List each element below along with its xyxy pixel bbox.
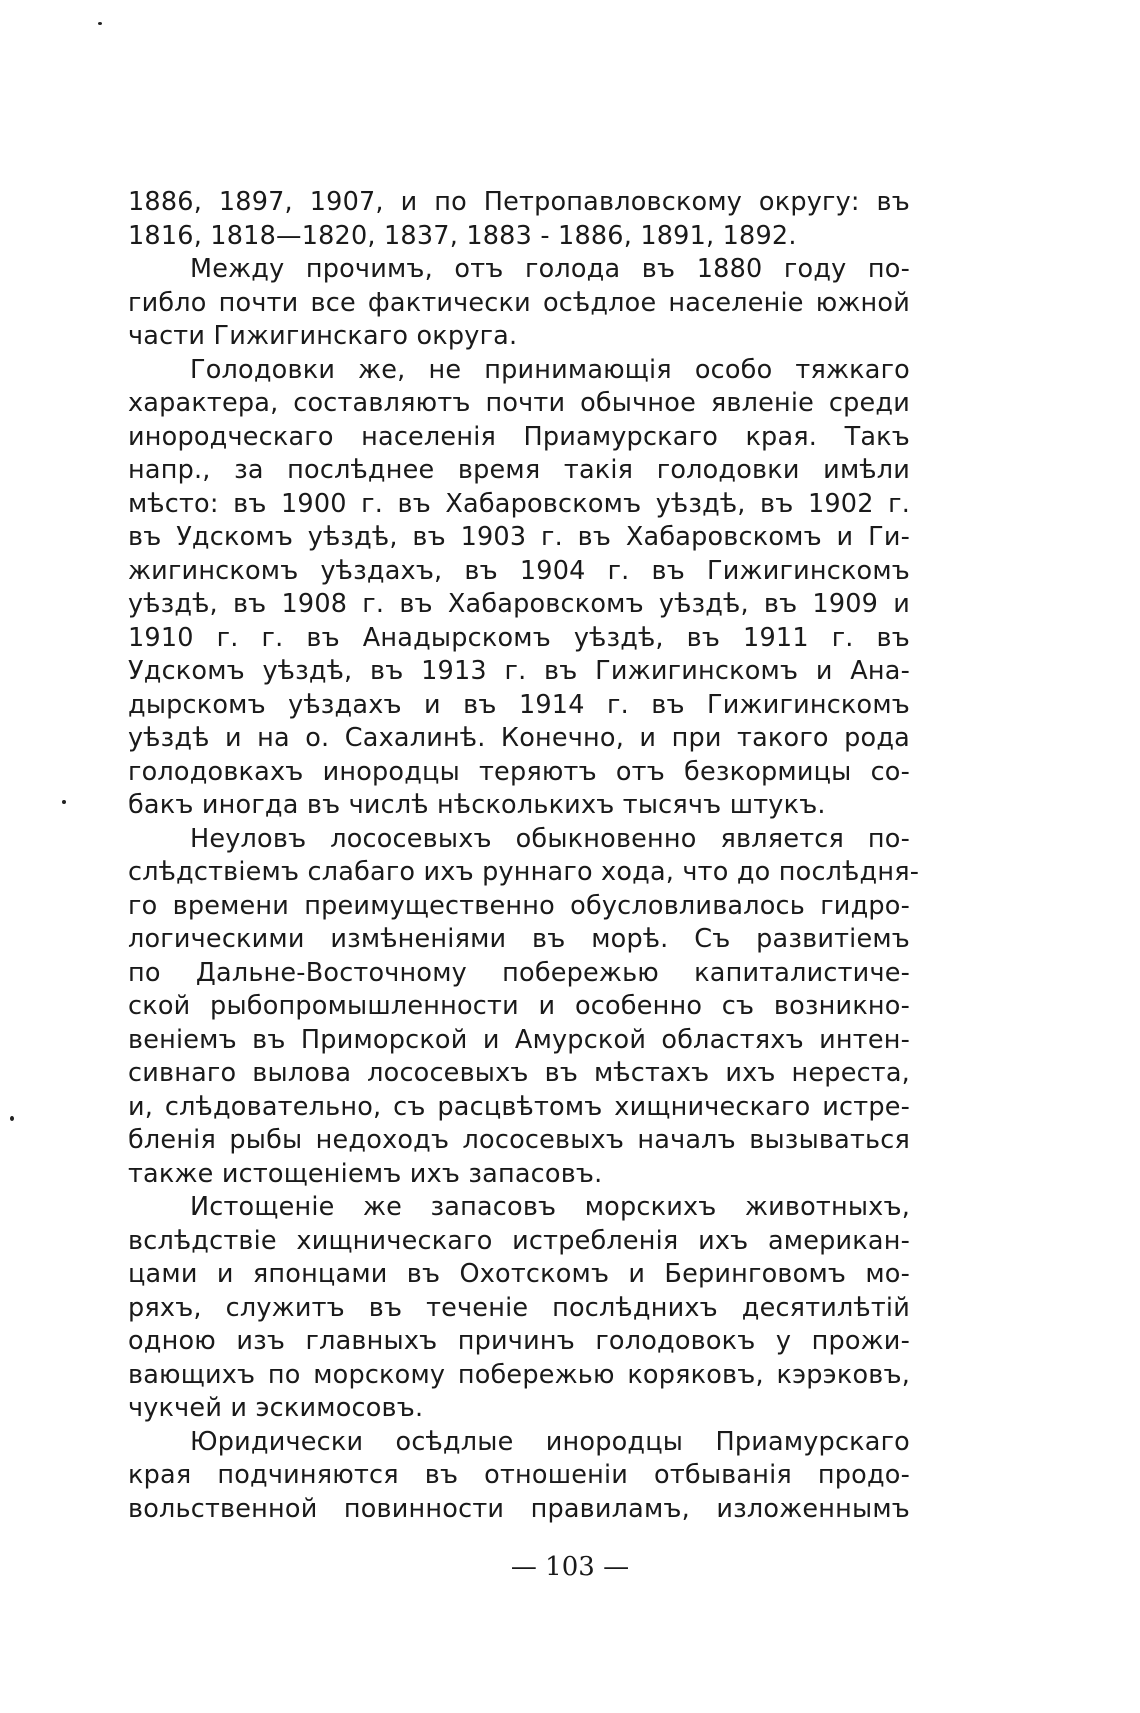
text-line: бленія рыбы недоходъ лососевыхъ началъ вызываться <box>128 1125 910 1155</box>
text-line: ской рыбопромышленности и особенно съ возникно- <box>128 991 910 1021</box>
text-line: веніемъ въ Приморской и Амурской областяхъ интен- <box>128 1024 910 1055</box>
text-line: уѣздѣ, въ 1908 г. въ Хабаровскомъ уѣздѣ, въ 1909 и <box>128 589 910 619</box>
page-number: — 103 — <box>510 1552 630 1582</box>
text-line: уѣздѣ и на о. Сахалинѣ. Конечно, и при такого рода <box>128 723 910 753</box>
text-line: жигинскомъ уѣздахъ, въ 1904 г. въ Гижигинскомъ <box>128 555 910 586</box>
text-line: ряхъ, служитъ въ теченіе послѣднихъ десятилѣтій <box>128 1292 910 1323</box>
scan-speck <box>98 22 102 25</box>
text-line: 1886, 1897, 1907, и по Петропавловскому округу: въ <box>128 187 910 217</box>
text-line: 1816, 1818—1820, 1837, 1883 - 1886, 1891, 1892. <box>128 220 797 251</box>
text-line: слѣдствіемъ слабаго ихъ руннаго хода, что до послѣдня- <box>128 857 920 887</box>
text-line: въ Удскомъ уѣздѣ, въ 1903 г. въ Хабаровскомъ и Ги- <box>128 522 910 552</box>
text-line: бакъ иногда въ числѣ нѣсколькихъ тысячъ штукъ. <box>128 790 826 820</box>
text-line: части Гижигинскаго округа. <box>128 321 518 351</box>
text-line: мѣсто: въ 1900 г. въ Хабаровскомъ уѣздѣ, въ 1902 г. <box>128 488 910 519</box>
text-line: края подчиняются въ отношеніи отбыванія продо- <box>128 1460 910 1490</box>
text-line: напр., за послѣднее время такія голодовки имѣли <box>128 455 910 485</box>
body-text <box>128 186 920 1526</box>
scan-speck <box>10 1116 14 1121</box>
text-line: вслѣдствіе хищническаго истребленія ихъ американ- <box>128 1225 910 1256</box>
text-line: голодовкахъ инородцы теряютъ отъ безкормицы со- <box>128 756 910 787</box>
text-line: логическими измѣненіями въ морѣ. Съ развитіемъ <box>128 924 910 954</box>
text-line: характера, составляютъ почти обычное явленіе среди <box>128 388 910 418</box>
text-line: по Дальне-Восточному побережью капиталистиче- <box>128 957 910 988</box>
text-line: сивнаго вылова лососевыхъ въ мѣстахъ ихъ нереста, <box>128 1058 910 1088</box>
text-line: и, слѣдовательно, съ расцвѣтомъ хищническаго истре- <box>128 1091 910 1122</box>
text-line: Удскомъ уѣздѣ, въ 1913 г. въ Гижигинскомъ и Ана- <box>128 656 910 686</box>
text-line: чукчей и эскимосовъ. <box>128 1393 424 1423</box>
text-line: вольственной повинности правиламъ, изложеннымъ <box>128 1493 910 1524</box>
text-line: одною изъ главныхъ причинъ голодовокъ у прожи- <box>128 1326 910 1356</box>
text-line: Голодовки же, не принимающія особо тяжкаго <box>190 354 910 385</box>
text-line: Между прочимъ, отъ голода въ 1880 году по- <box>190 254 910 284</box>
text-line: цами и японцами въ Охотскомъ и Беринговомъ мо- <box>128 1259 910 1289</box>
text-line: Юридически осѣдлые инородцы Приамурскаго <box>190 1426 910 1457</box>
scan-speck <box>62 800 66 804</box>
text-line: дырскомъ уѣздахъ и въ 1914 г. въ Гижигинскомъ <box>128 689 910 720</box>
text-line: Истощеніе же запасовъ морскихъ животныхъ, <box>190 1192 910 1222</box>
text-line: го времени преимущественно обусловливалось гидро- <box>128 890 910 921</box>
text-line: Неуловъ лососевыхъ обыкновенно является по- <box>190 823 910 854</box>
text-line: гибло почти все фактически осѣдлое населеніе южной <box>128 287 910 318</box>
text-line: 1910 г. г. въ Анадырскомъ уѣздѣ, въ 1911 г. въ <box>128 622 910 653</box>
text-line: также истощеніемъ ихъ запасовъ. <box>128 1158 603 1189</box>
text-line: инородческаго населенія Приамурскаго края. Такъ <box>128 421 910 452</box>
text-line: вающихъ по морскому побережью коряковъ, кэрэковъ, <box>128 1359 910 1390</box>
